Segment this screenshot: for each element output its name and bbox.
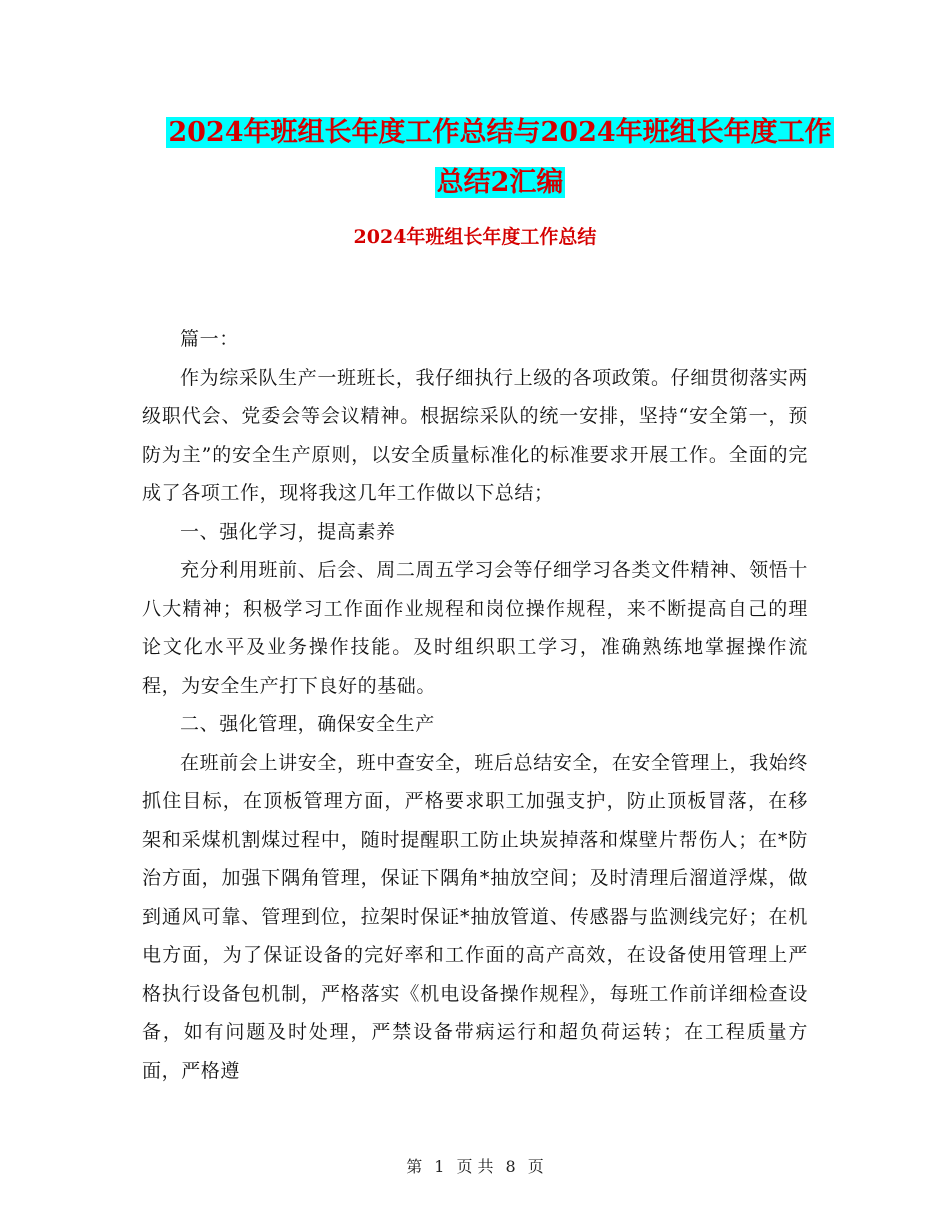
footer-page-number: 1 xyxy=(434,1157,445,1176)
paragraph: 作为综采队生产一班班长，我仔细执行上级的各项政策。仔细贯彻落实两级职代会、党委会等会议精神。根据综采队的统一安排，坚持“安全第一，预防为主”的安全生产原则，以安全质量标准化的标准要求开展工作。全面的完成了各项工作，现将我这几年工作做以下总结； xyxy=(142,366,808,504)
page-footer xyxy=(0,1154,950,1177)
footer-prefix: 第 xyxy=(406,1157,423,1176)
paragraph: 充分利用班前、后会、周二周五学习会等仔细学习各类文件精神、领悟十八大精神；积极学习工作面作业规程和岗位操作规程，来不断提高自己的理论文化水平及业务操作技能。及时组织职工学习，准确熟练地掌握操作流程，为安全生产打下良好的基础。 xyxy=(142,559,808,697)
footer-middle: 页 共 xyxy=(456,1157,494,1176)
section-heading: 一、强化学习，提高素养 xyxy=(180,520,396,543)
title-line-1: 2024年班组长年度工作总结与2024年班组长年度工作 xyxy=(168,117,832,148)
title-line-2: 总结2汇编 xyxy=(436,167,564,198)
document-body xyxy=(142,320,808,1090)
footer-total-pages: 8 xyxy=(505,1157,516,1176)
paragraph-label: 篇一： xyxy=(180,328,239,350)
section-title: 2024年班组长年度工作总结 xyxy=(353,226,597,248)
document-title xyxy=(100,108,900,208)
paragraph: 在班前会上讲安全，班中查安全，班后总结安全，在安全管理上，我始终抓住目标，在顶板管理方面，严格要求职工加强支护，防止顶板冒落，在移架和采煤机割煤过程中，随时提醒职工防止块炭掉落和煤壁片帮伤人；在*防治方面，加强下隅角管理，保证下隅角*抽放空间；及时清理后溜道浮煤，做到通风可靠、管理到位，拉架时保证*抽放管道、传感器与监测线完好；在机电方面，为了保证设备的完好率和工作面的高产高效，在设备使用管理上严格执行设备包机制，严格落实《机电设备操作规程》，每班工作前详细检查设备，如有问题及时处理，严禁设备带病运行和超负荷运转；在工程质量方面，严格遵 xyxy=(142,751,808,1082)
section-heading: 二、强化管理，确保安全生产 xyxy=(180,713,435,735)
footer-suffix: 页 xyxy=(527,1157,544,1176)
